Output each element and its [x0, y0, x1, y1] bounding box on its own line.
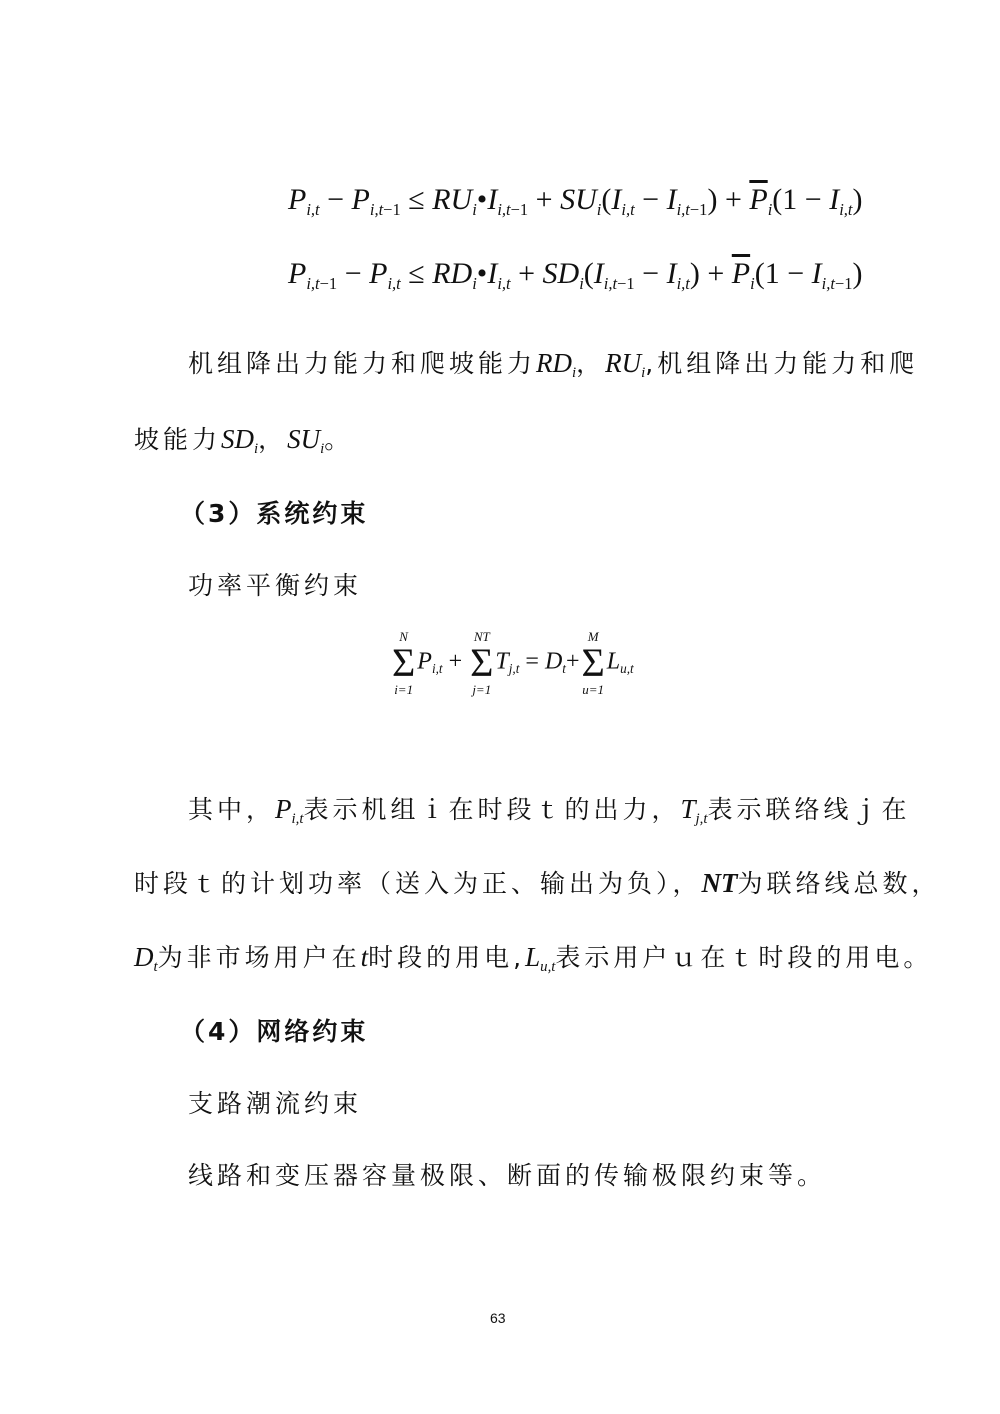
page-number: 63 — [490, 1310, 506, 1326]
text-segment: 其中， — [188, 795, 276, 824]
equation-ramp-down: $P_{i,t-1} - P_{i,t}$ ≤ $RD_i•I_{i,t} + SD_i(I_{i,t-1} - I_{i,t}) + \overline{P}_i(1 - I_{i,t-1})$ — [288, 257, 863, 293]
text-segment: 时段ｔ的计划功率（送入为正、输出为负）， — [134, 869, 702, 898]
text-segment: 。 — [324, 425, 354, 454]
text-segment: 为非市场用户在 — [157, 943, 361, 972]
section-heading-3: （3）系统约束 — [180, 499, 369, 528]
subheading-branch-flow: 支路潮流约束 — [188, 1089, 363, 1118]
subheading-power-balance: 功率平衡约束 — [188, 571, 363, 600]
text-segment: 表示用户ｕ在ｔ时段的用电。 — [555, 943, 933, 972]
section-heading-4: （4）网络约束 — [180, 1017, 369, 1046]
text-segment: 表示联络线ｊ在 — [707, 795, 911, 824]
text-segment: 表示机组ｉ在时段ｔ的出力， — [303, 795, 681, 824]
paragraph-balance-line2: 时段ｔ的计划功率（送入为正、输出为负），NT为联络线总数， — [134, 868, 941, 898]
text-segment: ， — [258, 425, 288, 454]
sum-symbol: M Σ u=1 — [581, 629, 605, 697]
text-segment: 为联络线总数， — [737, 869, 941, 898]
text-segment: ， — [576, 349, 606, 378]
paragraph-ramp-line2: 坡能力$SD_i$，$SU_i$。 — [134, 424, 354, 458]
sum-symbol: N Σ i=1 — [392, 629, 416, 697]
text-segment: 坡能力 — [134, 425, 222, 454]
text-segment: ,机组降出力能力和爬 — [645, 349, 919, 378]
text-segment: 机组降出力能力和爬坡能力 — [188, 349, 537, 378]
equation-ramp-up: $P_{i,t} - P_{i,t-1}$ ≤ $RU_i•I_{i,t-1} + SU_i(I_{i,t} - I_{i,t-1}) + \overline{P}_i(1 - I_{i,t})$ — [288, 183, 863, 219]
paragraph-balance-line3: $D_t$为非市场用户在t时段的用电$,L_{u,t}$表示用户ｕ在ｔ时段的用电。 — [134, 942, 933, 976]
paragraph-ramp-line1: 机组降出力能力和爬坡能力$RD_i$，$RU_i$,机组降出力能力和爬 — [188, 348, 919, 382]
text-segment: 时段的用电, — [368, 943, 526, 972]
paragraph-balance-line1: 其中，$P_{i,t}$表示机组ｉ在时段ｔ的出力，$T_{j,t}$表示联络线ｊ在 — [188, 794, 911, 828]
paragraph-network-limits: 线路和变压器容量极限、断面的传输极限约束等。 — [188, 1161, 827, 1190]
sum-symbol: NT Σ j=1 — [470, 629, 494, 697]
equation-power-balance: N Σ i=1 $P_{i,t}$ + NT Σ j=1 $T_{j,t} = D_t+$ M Σ u=1 $L_{u,t}$ — [392, 629, 634, 697]
